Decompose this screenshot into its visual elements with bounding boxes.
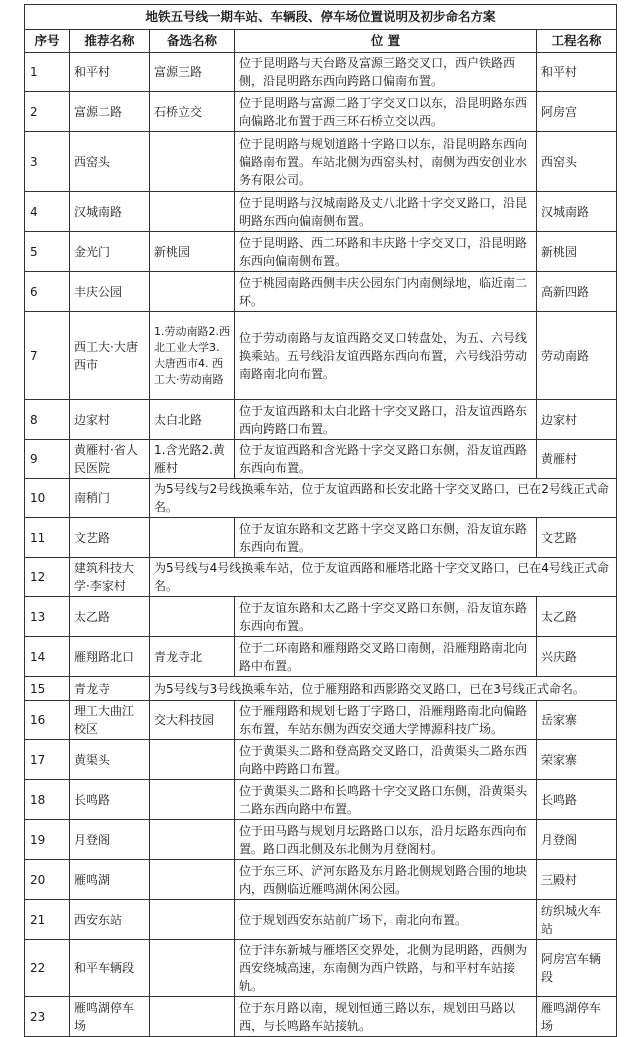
row-location: 位于劳动南路与友谊西路交叉口转盘处，为五、六号线换乘站。五号线沿友谊西路东西向布置，六号线沿劳动南路南北向布置。: [235, 312, 537, 400]
row-seq: 23: [25, 997, 70, 1037]
table-body: [25, 53, 617, 1037]
row-project: 高新四路: [537, 272, 617, 312]
row-project: 边家村: [537, 400, 617, 440]
row-alt: [150, 780, 235, 820]
table-title-row: [25, 5, 617, 30]
row-alt: 1.含光路2.黄雁村: [150, 440, 235, 479]
table-row: [25, 479, 617, 518]
table-row: [25, 53, 617, 92]
row-seq: 2: [25, 92, 70, 132]
table-row: [25, 997, 617, 1037]
row-seq: 1: [25, 53, 70, 92]
table-wrapper: [24, 4, 616, 1037]
row-project: 岳家寨: [537, 701, 617, 740]
row-seq: 15: [25, 677, 70, 701]
row-seq: 17: [25, 740, 70, 780]
row-location: 位于友谊西路和含光路十字交叉路口东侧，沿友谊西路东西向布置。: [235, 440, 537, 479]
table-row: [25, 860, 617, 900]
table-row: [25, 518, 617, 558]
row-seq: 19: [25, 820, 70, 860]
table-row: [25, 701, 617, 740]
header-name: 推荐名称: [70, 30, 150, 53]
row-location: 位于桃园南路西侧丰庆公园东门内南侧绿地，临近南二环。: [235, 272, 537, 312]
row-seq: 10: [25, 479, 70, 518]
header-location: 位 置: [235, 30, 537, 53]
row-name: 和平村: [70, 53, 150, 92]
row-name: 理工大曲江校区: [70, 701, 150, 740]
row-name: 金光门: [70, 232, 150, 272]
row-location: 位于友谊东路和文艺路十字交叉路口东侧，沿友谊东路东西向布置。: [235, 518, 537, 558]
table-row: [25, 940, 617, 997]
row-project: 月登阁: [537, 820, 617, 860]
table-row: [25, 92, 617, 132]
row-project: 阿房宫: [537, 92, 617, 132]
row-location: 位于昆明路、西二环路和丰庆路十字交叉口，沿昆明路东西向偏南侧布置。: [235, 232, 537, 272]
row-seq: 6: [25, 272, 70, 312]
table-row: [25, 272, 617, 312]
row-merged-location: 为5号线与2号线换乘车站，位于友谊西路和长安北路十字交叉路口，已在2号线正式命名。: [150, 479, 617, 518]
row-project: 新桃园: [537, 232, 617, 272]
table-row: [25, 132, 617, 192]
table-title: 地铁五号线一期车站、车辆段、停车场位置说明及初步命名方案: [25, 5, 617, 30]
row-project: 和平村: [537, 53, 617, 92]
row-seq: 9: [25, 440, 70, 479]
table-row: [25, 232, 617, 272]
row-merged-location: 为5号线与3号线换乘车站，位于雁翔路和西影路交叉路口，已在3号线正式命名。: [150, 677, 617, 701]
row-location: 位于昆明路与天台路及富源三路交叉口，西户铁路西侧，沿昆明路东西向跨路口偏南布置。: [235, 53, 537, 92]
row-name: 汉城南路: [70, 192, 150, 232]
row-alt: 富源三路: [150, 53, 235, 92]
row-location: 位于友谊东路和太乙路十字交叉路口东侧，沿友谊东路东西向布置。: [235, 597, 537, 637]
row-location: 位于友谊西路和太白北路十字交叉路口，沿友谊西路东西向跨路口布置。: [235, 400, 537, 440]
row-seq: 20: [25, 860, 70, 900]
table-row: [25, 820, 617, 860]
row-location: 位于雁翔路和规划七路丁字路口，沿雁翔路南北向偏路东布置，车站东侧为西安交通大学博源科技广场。: [235, 701, 537, 740]
row-alt: 太白北路: [150, 400, 235, 440]
row-name: 南稍门: [70, 479, 150, 518]
row-alt: [150, 997, 235, 1037]
row-name: 青龙寺: [70, 677, 150, 701]
table-row: [25, 312, 617, 400]
row-name: 边家村: [70, 400, 150, 440]
table-row: [25, 677, 617, 701]
row-location: 位于昆明路与富源二路丁字交叉口以东，沿昆明路东西向偏路北布置于西三环石桥立交以西。: [235, 92, 537, 132]
row-alt: [150, 740, 235, 780]
row-name: 西工大·大唐西市: [70, 312, 150, 400]
row-name: 雁鸣湖停车场: [70, 997, 150, 1037]
row-alt: [150, 940, 235, 997]
row-alt: [150, 820, 235, 860]
row-alt: 1.劳动南路2.西北工业大学3.大唐西市4. 西工大·劳动南路: [150, 312, 235, 400]
row-alt: 交大科技园: [150, 701, 235, 740]
row-project: 黄雁村: [537, 440, 617, 479]
row-name: 富源二路: [70, 92, 150, 132]
table-row: [25, 558, 617, 597]
row-alt: [150, 192, 235, 232]
row-alt: 青龙寺北: [150, 637, 235, 677]
row-project: 兴庆路: [537, 637, 617, 677]
row-name: 黄渠头: [70, 740, 150, 780]
row-seq: 14: [25, 637, 70, 677]
row-seq: 21: [25, 900, 70, 940]
row-name: 和平车辆段: [70, 940, 150, 997]
row-location: 位于规划西安东站前广场下，南北向布置。: [235, 900, 537, 940]
row-alt: [150, 272, 235, 312]
row-name: 太乙路: [70, 597, 150, 637]
row-seq: 3: [25, 132, 70, 192]
row-location: 位于东三环、浐河东路及东月路北侧规划路合围的地块内，西侧临近雁鸣湖休闲公园。: [235, 860, 537, 900]
row-seq: 8: [25, 400, 70, 440]
row-alt: [150, 518, 235, 558]
row-location: 位于二环南路和雁翔路交叉路口南侧，沿雁翔路南北向路中布置。: [235, 637, 537, 677]
table-row: [25, 780, 617, 820]
row-project: 太乙路: [537, 597, 617, 637]
row-name: 丰庆公园: [70, 272, 150, 312]
row-merged-location: 为5号线与4号线换乘车站，位于友谊西路和雁塔北路十字交叉路口，已在4号线正式命名。: [150, 558, 617, 597]
row-project: 三殿村: [537, 860, 617, 900]
row-seq: 13: [25, 597, 70, 637]
row-name: 月登阁: [70, 820, 150, 860]
row-alt: [150, 860, 235, 900]
row-name: 雁翔路北口: [70, 637, 150, 677]
row-alt: 新桃园: [150, 232, 235, 272]
row-location: 位于黄渠头二路和长鸣路十字交叉路口东侧，沿黄渠头二路东西向路中布置。: [235, 780, 537, 820]
row-alt: [150, 900, 235, 940]
row-location: 位于田马路与规划月坛路路口以东，沿月坛路东西向布置。路口西北侧及东北侧为月登阁村。: [235, 820, 537, 860]
row-seq: 16: [25, 701, 70, 740]
row-seq: 7: [25, 312, 70, 400]
station-naming-table: [24, 4, 617, 1037]
row-location: 位于沣东新城与雁塔区交界处，北侧为昆明路，西侧为西安绕城高速，东南侧为西户铁路，与和平村车站接轨。: [235, 940, 537, 997]
row-alt: [150, 132, 235, 192]
table-row: [25, 400, 617, 440]
row-seq: 5: [25, 232, 70, 272]
row-project: 长鸣路: [537, 780, 617, 820]
row-name: 建筑科技大学·李家村: [70, 558, 150, 597]
row-name: 西安东站: [70, 900, 150, 940]
row-project: 文艺路: [537, 518, 617, 558]
row-name: 长鸣路: [70, 780, 150, 820]
row-seq: 18: [25, 780, 70, 820]
row-alt: [150, 597, 235, 637]
table-row: [25, 597, 617, 637]
row-project: 纺织城火车站: [537, 900, 617, 940]
row-seq: 22: [25, 940, 70, 997]
row-name: 文艺路: [70, 518, 150, 558]
row-location: 位于昆明路与汉城南路及丈八北路十字交叉路口，沿昆明路东西向偏南侧布置。: [235, 192, 537, 232]
row-alt: 石桥立交: [150, 92, 235, 132]
row-seq: 11: [25, 518, 70, 558]
row-project: 雁鸣湖停车场: [537, 997, 617, 1037]
row-location: 位于黄渠头二路和登高路交叉路口，沿黄渠头二路东西向路中跨路口布置。: [235, 740, 537, 780]
row-seq: 4: [25, 192, 70, 232]
row-project: 阿房宫车辆段: [537, 940, 617, 997]
table-row: [25, 740, 617, 780]
row-project: 劳动南路: [537, 312, 617, 400]
table-header-row: [25, 30, 617, 53]
row-seq: 12: [25, 558, 70, 597]
row-location: 位于东月路以南，规划恒通三路以东，规划田马路以西，与长鸣路车站接轨。: [235, 997, 537, 1037]
table-row: [25, 900, 617, 940]
row-name: 西窑头: [70, 132, 150, 192]
header-alt: 备选名称: [150, 30, 235, 53]
row-project: 荣家寨: [537, 740, 617, 780]
row-project: 西窑头: [537, 132, 617, 192]
row-name: 黄雁村·省人民医院: [70, 440, 150, 479]
row-name: 雁鸣湖: [70, 860, 150, 900]
row-project: 汉城南路: [537, 192, 617, 232]
table-row: [25, 192, 617, 232]
row-location: 位于昆明路与规划道路十字路口以东，沿昆明路东西向偏路南布置。车站北侧为西窑头村，南侧为西安创业水务有限公司。: [235, 132, 537, 192]
table-row: [25, 440, 617, 479]
header-project: 工程名称: [537, 30, 617, 53]
header-seq: 序号: [25, 30, 70, 53]
table-row: [25, 637, 617, 677]
